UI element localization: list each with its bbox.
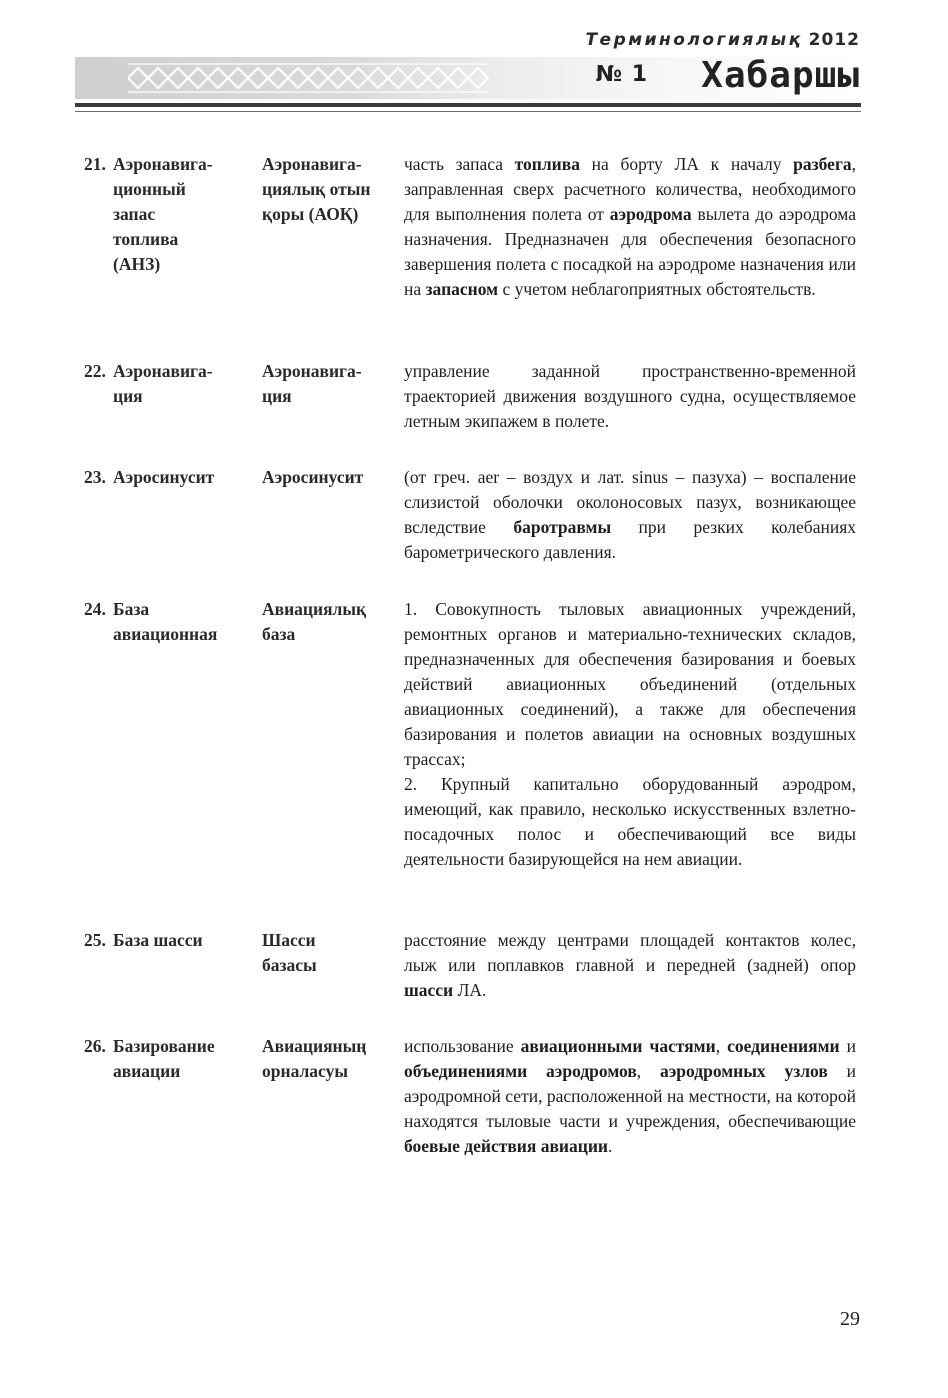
journal-name: Терминологиялық (585, 30, 803, 50)
term-definition: (от греч. aer – воздух и лат. sinus – пазуха) – воспаление слизистой оболочки околоносовых пазух, возникающее вследствие баротравмы при резких колебаниях барометрического давления. (404, 467, 856, 562)
term-definition: расстояние между центрами площадей контактов колес, лыж или поплавков главной и передней (задней) опор шасси ЛА. (404, 930, 856, 1000)
ornament-pattern-icon (128, 60, 508, 96)
term-ru: 26. Базирование авиации (84, 1036, 215, 1081)
term-definition: использование авиационными частями, соединениями и объединениями аэродромов, аэродромных узлов и аэродромной сети, расположенной на местности, на которой находятся тыловые части и учреждения, обеспечивающие боевые действия авиации. (404, 1036, 856, 1156)
term-kz: Аэросинусит (262, 467, 364, 487)
term-ru: 22. Аэронавига- ция (84, 361, 213, 406)
term-definition (404, 597, 856, 872)
page-number: 29 (840, 1308, 860, 1330)
term-ru: 25. База шасси (84, 928, 254, 953)
entry-number: 24. (84, 599, 106, 619)
journal-title: Хабаршы (701, 55, 860, 96)
entry-number: 22. (84, 361, 106, 381)
entry-number: 23. (84, 467, 106, 487)
page-header (0, 0, 948, 125)
entry-number: 26. (84, 1036, 106, 1056)
term-ru: 23. Аэросинусит (84, 465, 254, 490)
entry-number: 25. (84, 930, 106, 950)
header-rule-thick (75, 103, 861, 107)
term-kz: Аэронавига- ция (262, 361, 362, 406)
issue-number: № 1 (595, 62, 648, 87)
term-ru: 24. База авиационная (84, 599, 218, 644)
term-kz: Шасси базасы (262, 930, 317, 975)
term-kz: Авиациялық база (262, 599, 367, 644)
term-ru: 21. Аэронавига- ционный запас топлива (АНЗ) (84, 154, 213, 274)
term-kz: Аэронавига- циялық отын қоры (АОҚ) (262, 154, 371, 224)
header-rule-thin (75, 111, 861, 112)
term-kz: Авиацияның орналасуы (262, 1036, 367, 1081)
entry-number: 21. (84, 154, 106, 174)
definition-paragraph: 1. Совокупность тыловых авиационных учреждений, ремонтных органов и материально-технических складов, предназначенных для обеспечения базирования и боевых действий авиационных объединений (отдельных авиационных соединений), а также для обеспечения базирования и полетов авиации на основных воздушных трассах; (404, 599, 856, 769)
term-definition: управление заданной пространственно-временной траекторией движения воздушного судна, осуществляемое летным экипажем в полете. (404, 361, 856, 431)
journal-name-line (585, 30, 860, 50)
journal-year: 2012 (808, 30, 860, 50)
term-definition: часть запаса топлива на борту ЛА к началу разбега, заправленная сверх расчетного количества, необходимого для выполнения полета от аэродрома вылета до аэродрома назначения. Предназначен для обеспечения безопасного завершения полета с посадкой на аэродроме назначения или на запасном с учетом неблагоприятных обстоятельств. (404, 154, 857, 299)
definition-paragraph: 2. Крупный капитально оборудованный аэродром, имеющий, как правило, несколько искусственных взлетно-посадочных полос и обеспечивающий все виды деятельности базирующейся на нем авиации. (404, 774, 856, 869)
